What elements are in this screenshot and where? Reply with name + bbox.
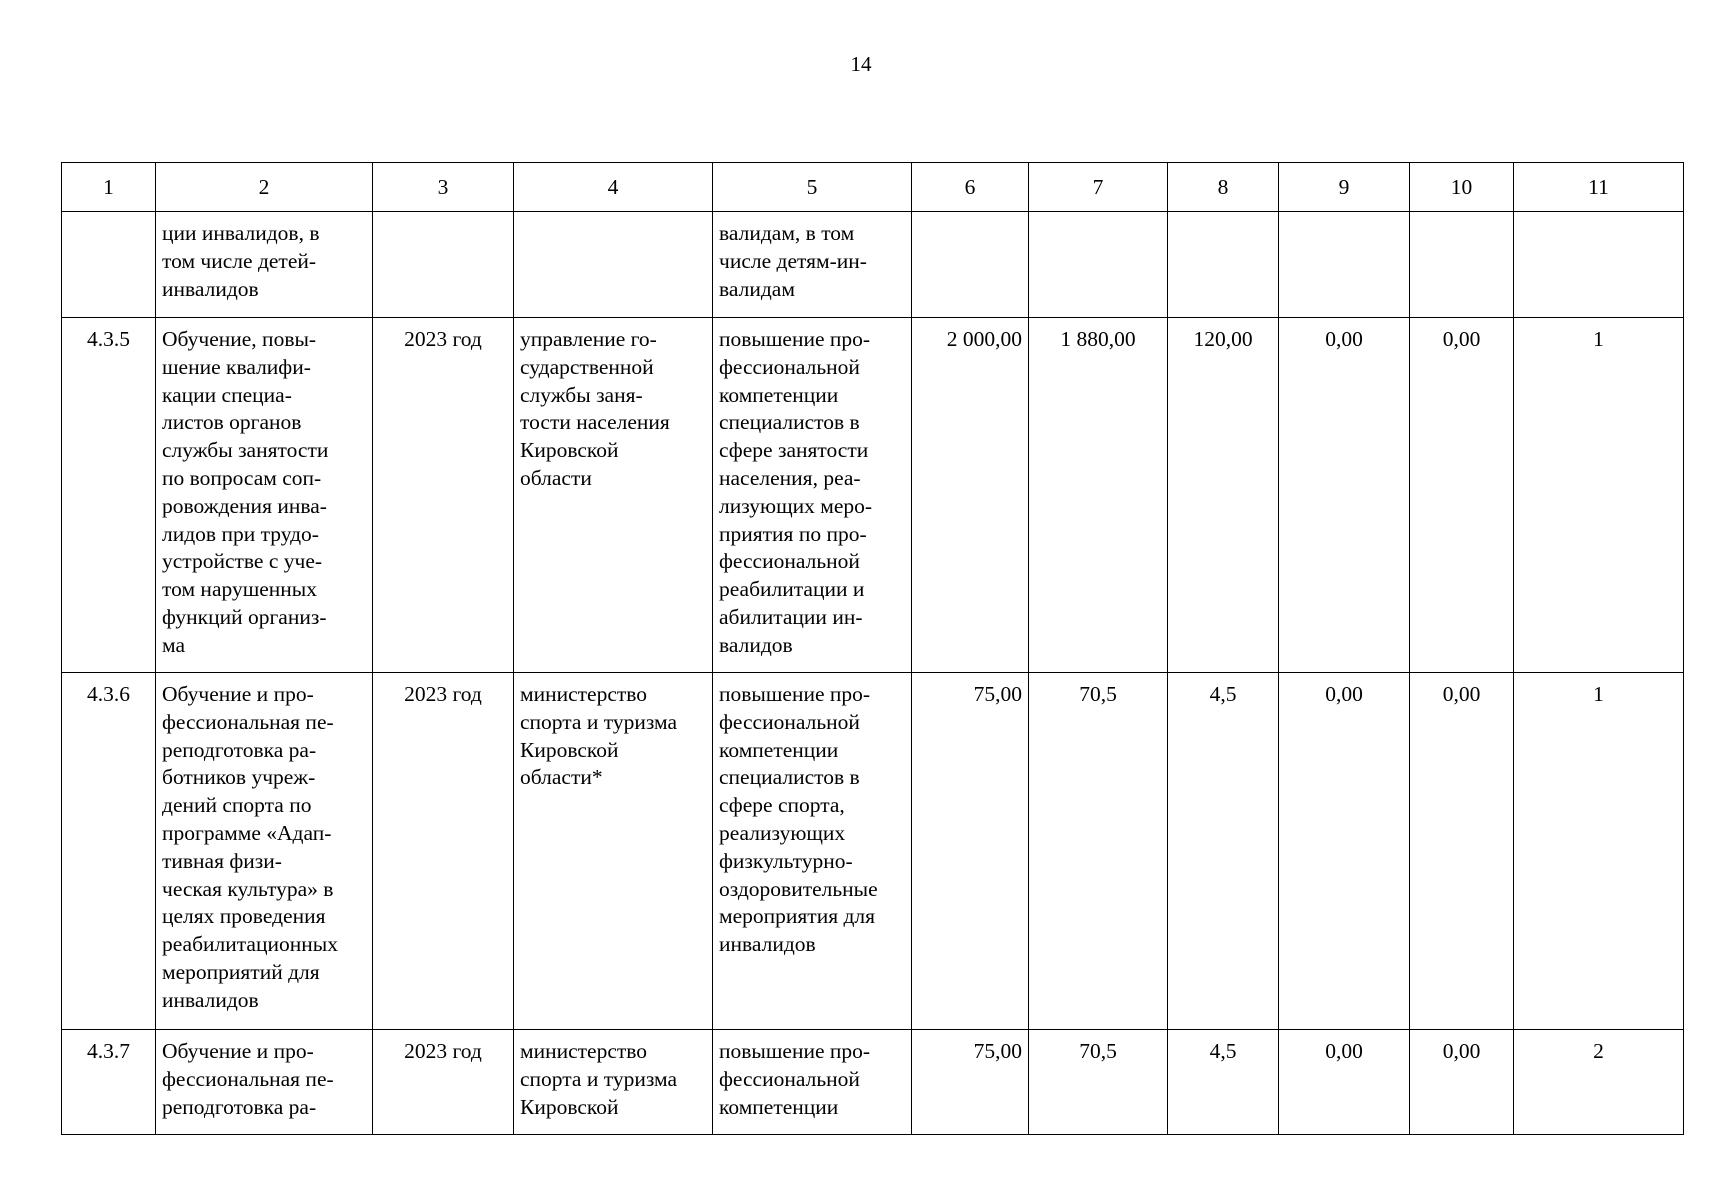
header-cell-10: 10 — [1410, 163, 1514, 212]
value-cell-9: 0,00 — [1279, 673, 1410, 1030]
header-cell-5: 5 — [713, 163, 912, 212]
result-cell: повышение про- фессиональной компетенции специалистов в сфере занятости населения, реа- лизующих меро- приятия по про- фессиональной реабилитации и абилитации ин- валидов — [713, 318, 912, 673]
value-cell-8 — [1168, 212, 1279, 318]
row-number-cell: 4.3.7 — [62, 1030, 156, 1135]
value-cell-6: 2 000,00 — [912, 318, 1029, 673]
header-cell-11: 11 — [1514, 163, 1684, 212]
header-cell-1: 1 — [62, 163, 156, 212]
value-cell-8: 120,00 — [1168, 318, 1279, 673]
value-cell-9: 0,00 — [1279, 1030, 1410, 1135]
executor-cell: управление го- сударственной службы заня- тости населения Кировской области — [514, 318, 713, 673]
value-cell-7: 70,5 — [1029, 673, 1168, 1030]
activity-cell: Обучение и про- фессиональная пе- реподготовка ра- — [156, 1030, 373, 1135]
value-cell-8: 4,5 — [1168, 673, 1279, 1030]
value-cell-6: 75,00 — [912, 673, 1029, 1030]
row-number-cell — [62, 212, 156, 318]
program-table — [61, 162, 1684, 1135]
value-cell-9: 0,00 — [1279, 318, 1410, 673]
value-cell-8: 4,5 — [1168, 1030, 1279, 1135]
value-cell-10: 0,00 — [1410, 673, 1514, 1030]
header-cell-9: 9 — [1279, 163, 1410, 212]
value-cell-11: 2 — [1514, 1030, 1684, 1135]
table-row — [62, 318, 1684, 673]
value-cell-11: 1 — [1514, 673, 1684, 1030]
header-cell-7: 7 — [1029, 163, 1168, 212]
period-cell: 2023 год — [373, 673, 514, 1030]
result-cell: повышение про- фессиональной компетенции специалистов в сфере спорта, реализующих физкультурно- оздоровительные мероприятия для инвалидов — [713, 673, 912, 1030]
row-number-cell: 4.3.6 — [62, 673, 156, 1030]
executor-cell: министерство спорта и туризма Кировской — [514, 1030, 713, 1135]
value-cell-11 — [1514, 212, 1684, 318]
header-cell-4: 4 — [514, 163, 713, 212]
value-cell-7: 1 880,00 — [1029, 318, 1168, 673]
result-cell: повышение про- фессиональной компетенции — [713, 1030, 912, 1135]
header-cell-2: 2 — [156, 163, 373, 212]
table-row — [62, 1030, 1684, 1135]
header-cell-3: 3 — [373, 163, 514, 212]
header-cell-8: 8 — [1168, 163, 1279, 212]
activity-cell: Обучение и про- фессиональная пе- реподготовка ра- ботников учреж- дений спорта по программе «Адап- тивная физи- ческая культура» в целях проведения реабилитационных мероприятий для инвалидов — [156, 673, 373, 1030]
activity-cell: ции инвалидов, в том числе детей- инвалидов — [156, 212, 373, 318]
period-cell: 2023 год — [373, 1030, 514, 1135]
result-cell: валидам, в том числе детям-ин- валидам — [713, 212, 912, 318]
value-cell-11: 1 — [1514, 318, 1684, 673]
value-cell-10: 0,00 — [1410, 1030, 1514, 1135]
value-cell-7: 70,5 — [1029, 1030, 1168, 1135]
value-cell-6: 75,00 — [912, 1030, 1029, 1135]
page-number: 14 — [850, 52, 872, 76]
value-cell-10 — [1410, 212, 1514, 318]
period-cell — [373, 212, 514, 318]
value-cell-9 — [1279, 212, 1410, 318]
executor-cell — [514, 212, 713, 318]
value-cell-7 — [1029, 212, 1168, 318]
table-row — [62, 212, 1684, 318]
value-cell-6 — [912, 212, 1029, 318]
table-row — [62, 673, 1684, 1030]
row-number-cell: 4.3.5 — [62, 318, 156, 673]
activity-cell: Обучение, повы- шение квалифи- кации специа- листов органов службы занятости по вопросам соп- ровождения инва- лидов при трудо- устройстве с уче- том нарушенных функций организ- ма — [156, 318, 373, 673]
header-row — [62, 163, 1684, 212]
value-cell-10: 0,00 — [1410, 318, 1514, 673]
period-cell: 2023 год — [373, 318, 514, 673]
executor-cell: министерство спорта и туризма Кировской области* — [514, 673, 713, 1030]
header-cell-6: 6 — [912, 163, 1029, 212]
